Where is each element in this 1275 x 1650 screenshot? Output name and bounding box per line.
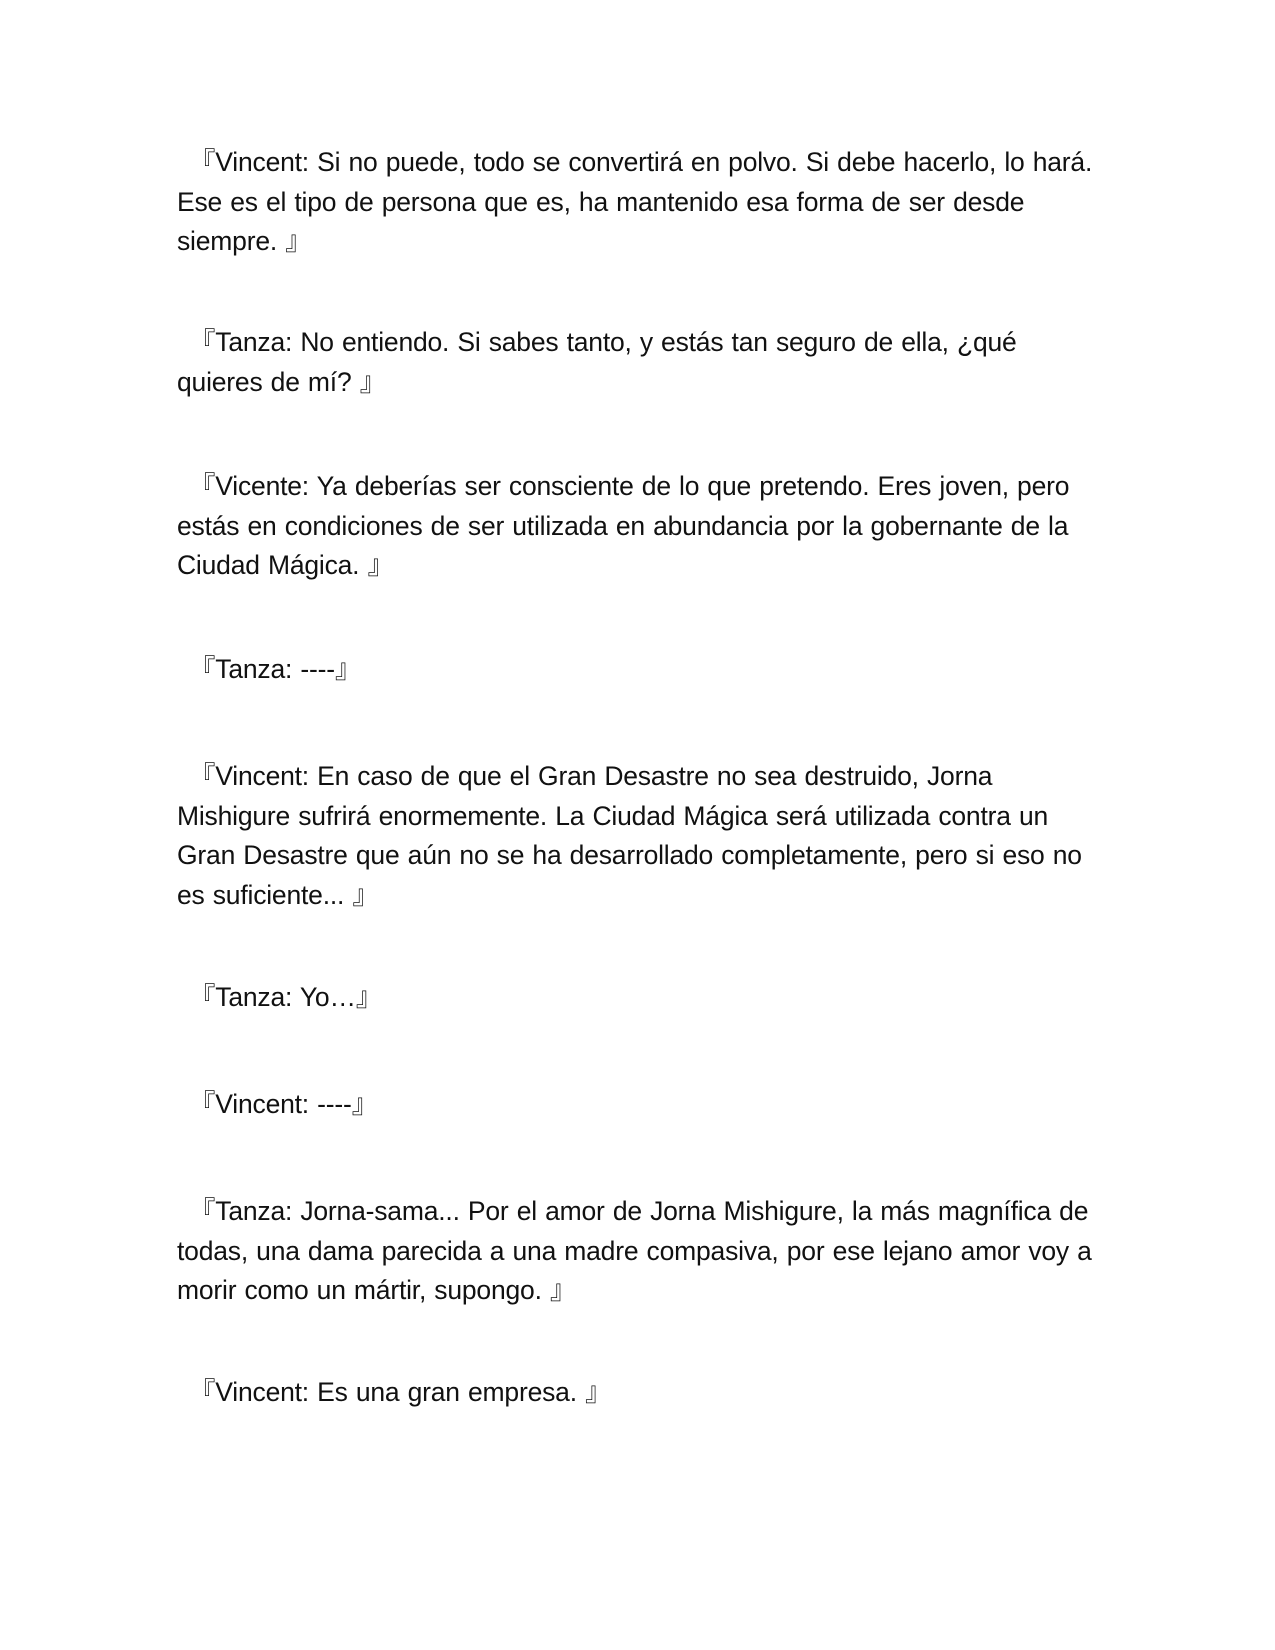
paragraph-vincent-5: 『Vincent: Es una gran empresa. 』: [189, 1377, 612, 1407]
paragraph-tanza-3: 『Tanza: Yo…』: [189, 982, 383, 1012]
paragraph-tanza-4: 『Tanza: Jorna-sama... Por el amor de Jorna Mishigure, la más magnífica de todas, una dama parecida a una madre compasiva, por ese lejano amor voy a morir como un mártir, supongo. 』: [177, 1196, 1092, 1305]
paragraph-vincent-3: 『Vincent: En caso de que el Gran Desastre no sea destruido, Jorna Mishigure sufrirá enormemente. La Ciudad Mágica será utilizada contra un Gran Desastre que aún no se ha desarrollado completamente, pero si eso no es suficiente... 』: [177, 761, 1082, 910]
paragraph-tanza-2: 『Tanza: ----』: [189, 654, 362, 684]
paragraph-vincent-1: 『Vincent: Si no puede, todo se convertirá en polvo. Si debe hacerlo, lo hará. Ese es el tipo de persona que es, ha mantenido esa forma de ser desde siempre. 』: [177, 147, 1093, 256]
paragraph-vincent-4: 『Vincent: ----』: [189, 1089, 378, 1119]
paragraph-vicente-2: 『Vicente: Ya deberías ser consciente de lo que pretendo. Eres joven, pero estás en condiciones de ser utilizada en abundancia por la gobernante de la Ciudad Mágica. 』: [177, 471, 1070, 580]
paragraph-tanza-1: 『Tanza: No entiendo. Si sabes tanto, y estás tan seguro de ella, ¿qué quieres de mí? 』: [177, 327, 1017, 397]
